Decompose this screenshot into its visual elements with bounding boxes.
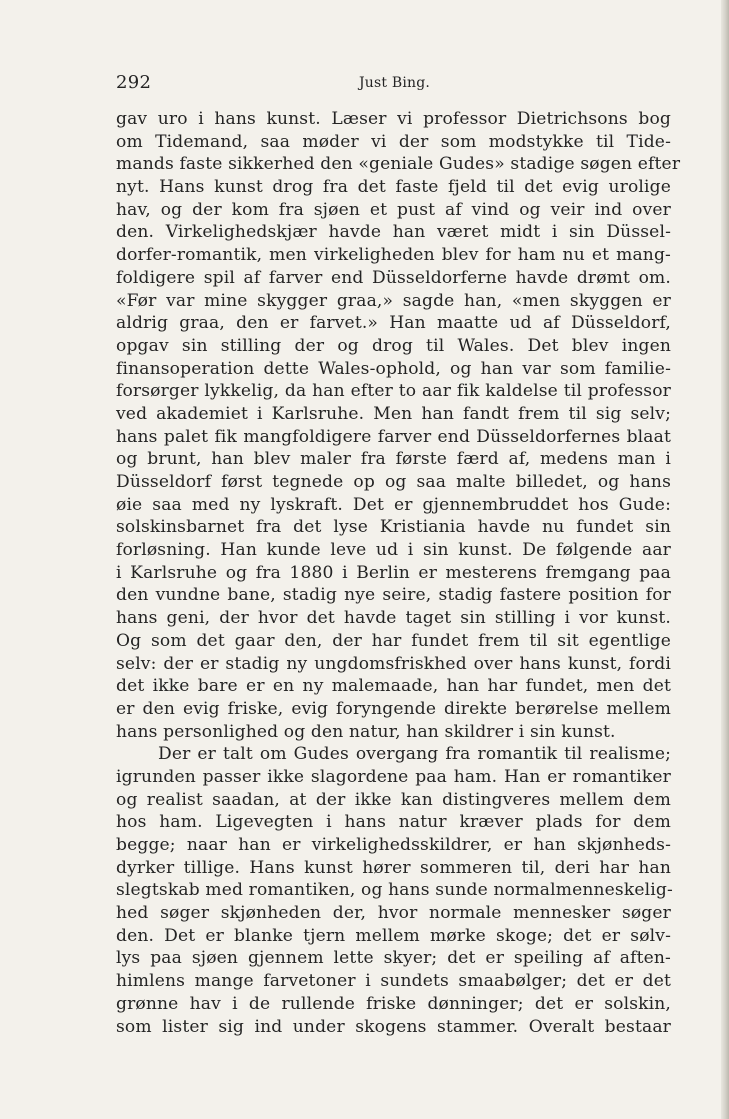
text-line: lys paa sjøen gjennem lette skyer; det er speiling af aften-	[116, 948, 671, 969]
text-line: hos ham. Ligevegten i hans natur kræver plads for dem	[116, 812, 671, 833]
text-line: mands faste sikkerhed den «geniale Gudes» stadige søgen efter	[116, 154, 681, 175]
text-line: hans palet fik mangfoldigere farver end Düsseldorfernes blaat	[116, 426, 671, 447]
running-head: Just Bing.	[359, 75, 431, 91]
text-line: slegtskab med romantiken, og hans sunde normalmenneskelig-	[116, 880, 673, 901]
text-line: igrunden passer ikke slagordene paa ham. Han er romantiker	[116, 766, 671, 787]
page-header	[116, 72, 671, 98]
text-line: dyrker tillige. Hans kunst hører sommeren til, deri har han	[116, 857, 671, 878]
text-line: i Karlsruhe og fra 1880 i Berlin er mesterens fremgang paa	[116, 562, 671, 583]
text-line: hed søger skjønheden der, hvor normale mennesker søger	[116, 903, 671, 924]
text-line: den. Virkelighedskjær havde han været midt i sin Düssel-	[116, 222, 671, 243]
text-line: opgav sin stilling der og drog til Wales. Det blev ingen	[116, 335, 671, 356]
text-line: Der er talt om Gudes overgang fra romantik til realisme;	[158, 744, 671, 765]
text-line: foldigere spil af farver end Düsseldorferne havde drømt om.	[116, 267, 671, 288]
text-line: finansoperation dette Wales-ophold, og han var som familie-	[116, 358, 671, 379]
text-line: himlens mange farvetoner i sundets smaabølger; det er det	[116, 971, 671, 992]
text-line: aldrig graa, den er farvet.» Han maatte ud af Düsseldorf,	[116, 313, 671, 334]
text-line: er den evig friske, evig foryngende direkte berørelse mellem	[116, 698, 671, 719]
text-line: dorfer-romantik, men virkeligheden blev for ham nu et mang-	[116, 245, 671, 266]
body-text	[116, 108, 681, 1038]
text-line: og brunt, han blev maler fra første færd af, medens man i	[116, 449, 671, 470]
text-line: ved akademiet i Karlsruhe. Men han fandt frem til sig selv;	[116, 403, 671, 424]
text-line: hans geni, der hvor det havde taget sin stilling i vor kunst.	[116, 608, 671, 629]
text-line: selv: der er stadig ny ungdomsfriskhed over hans kunst, fordi	[116, 653, 671, 674]
text-line: «Før var mine skygger graa,» sagde han, «men skyggen er	[116, 290, 671, 311]
text-line: solskinsbarnet fra det lyse Kristiania havde nu fundet sin	[116, 517, 671, 538]
text-line: Düsseldorf først tegnede op og saa malte billedet, og hans	[116, 472, 671, 492]
text-line: grønne hav i de rullende friske dønninger; det er solskin,	[116, 993, 671, 1014]
text-line: om Tidemand, saa møder vi der som modstykke til Tide-	[116, 131, 671, 152]
text-line: hans personlighed og den natur, han skildrer i sin kunst.	[116, 721, 616, 742]
text-line: som lister sig ind under skogens stammer. Overalt bestaar	[116, 1016, 671, 1037]
text-line: den vundne bane, stadig nye seire, stadig fastere position for	[116, 585, 671, 606]
text-line: nyt. Hans kunst drog fra det faste fjeld til det evig urolige	[116, 177, 671, 198]
text-line: hav, og der kom fra sjøen et pust af vind og veir ind over	[116, 199, 671, 220]
page-number: 292	[116, 72, 152, 93]
text-line: og realist saadan, at der ikke kan distingveres mellem dem	[116, 789, 671, 810]
text-line: forløsning. Han kunde leve ud i sin kunst. De følgende aar	[116, 540, 671, 561]
text-line: begge; naar han er virkelighedsskildrer, er han skjønheds-	[116, 835, 671, 855]
text-line: forsørger lykkelig, da han efter to aar fik kaldelse til professor	[116, 381, 671, 402]
text-line: øie saa med ny lyskraft. Det er gjennembruddet hos Gude:	[116, 494, 671, 515]
text-line: gav uro i hans kunst. Læser vi professor Dietrichsons bog	[116, 109, 671, 129]
text-line: den. Det er blanke tjern mellem mørke skoge; det er sølv-	[116, 925, 671, 946]
text-line: det ikke bare er en ny malemaade, han har fundet, men det	[116, 676, 671, 697]
text-line: Og som det gaar den, der har fundet frem til sit egentlige	[116, 630, 671, 651]
page-edge	[721, 0, 729, 1119]
